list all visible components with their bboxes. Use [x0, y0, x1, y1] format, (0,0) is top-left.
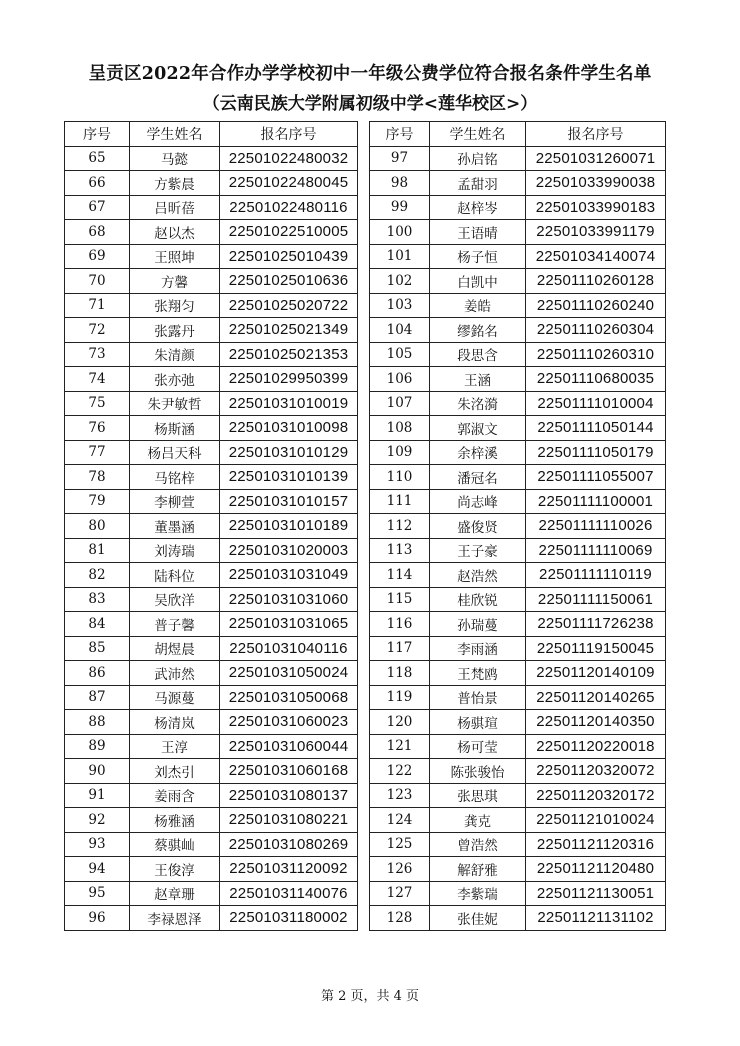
row-seq-cell: 88: [65, 710, 130, 735]
table-row: [370, 244, 666, 269]
table-row: [370, 636, 666, 661]
table-row: [370, 440, 666, 465]
row-name-cell: 吴欣洋: [130, 587, 220, 612]
row-name-cell: 杨子恒: [430, 244, 526, 269]
table-row: [370, 563, 666, 588]
row-reg-cell: 22501031010019: [220, 391, 358, 416]
row-reg-cell: 22501111110069: [526, 538, 666, 563]
row-seq-cell: 101: [370, 244, 430, 269]
row-seq-cell: 109: [370, 440, 430, 465]
row-seq-cell: 121: [370, 734, 430, 759]
row-reg-cell: 22501031031065: [220, 612, 358, 637]
table-row: [370, 342, 666, 367]
row-seq-cell: 117: [370, 636, 430, 661]
row-name-cell: 杨清岚: [130, 710, 220, 735]
row-seq-cell: 73: [65, 342, 130, 367]
table-row: [65, 857, 358, 882]
row-reg-cell: 22501022480116: [220, 195, 358, 220]
table-header-row: [65, 122, 358, 147]
row-reg-cell: 22501031010098: [220, 416, 358, 441]
row-name-cell: 孟甜羽: [430, 171, 526, 196]
row-reg-cell: 22501111150061: [526, 587, 666, 612]
table-row: [65, 220, 358, 245]
row-seq-cell: 87: [65, 685, 130, 710]
row-name-cell: 杨吕天科: [130, 440, 220, 465]
row-seq-cell: 112: [370, 514, 430, 539]
row-name-cell: 赵章珊: [130, 881, 220, 906]
row-seq-cell: 115: [370, 587, 430, 612]
row-seq-cell: 123: [370, 783, 430, 808]
row-seq-cell: 71: [65, 293, 130, 318]
row-seq-cell: 68: [65, 220, 130, 245]
table-row: [65, 808, 358, 833]
row-name-cell: 桂欣锐: [430, 587, 526, 612]
row-seq-cell: 116: [370, 612, 430, 637]
row-name-cell: 方紫晨: [130, 171, 220, 196]
row-name-cell: 龚克: [430, 808, 526, 833]
row-name-cell: 段思含: [430, 342, 526, 367]
table-row: [370, 587, 666, 612]
row-seq-cell: 126: [370, 857, 430, 882]
row-reg-cell: 22501025010636: [220, 269, 358, 294]
row-seq-cell: 118: [370, 661, 430, 686]
row-reg-cell: 22501033990038: [526, 171, 666, 196]
table-row: [65, 318, 358, 343]
row-seq-cell: 84: [65, 612, 130, 637]
row-seq-cell: 114: [370, 563, 430, 588]
table-row: [370, 195, 666, 220]
row-name-cell: 张翔匀: [130, 293, 220, 318]
row-seq-cell: 110: [370, 465, 430, 490]
row-seq-cell: 113: [370, 538, 430, 563]
row-name-cell: 张露丹: [130, 318, 220, 343]
row-reg-cell: 22501031040116: [220, 636, 358, 661]
row-reg-cell: 22501031180002: [220, 906, 358, 931]
table-row: [65, 171, 358, 196]
table-row: [65, 563, 358, 588]
row-name-cell: 曾浩然: [430, 832, 526, 857]
table-row: [65, 465, 358, 490]
row-reg-cell: 22501031080221: [220, 808, 358, 833]
row-seq-cell: 74: [65, 367, 130, 392]
row-reg-cell: 22501110680035: [526, 367, 666, 392]
table-row: [370, 832, 666, 857]
row-seq-cell: 124: [370, 808, 430, 833]
table-row: [370, 293, 666, 318]
row-seq-cell: 93: [65, 832, 130, 857]
row-seq-cell: 102: [370, 269, 430, 294]
row-seq-cell: 75: [65, 391, 130, 416]
page-subtitle: （云南民族大学附属初级中学<莲华校区>）: [202, 94, 538, 114]
row-reg-cell: 22501110260310: [526, 342, 666, 367]
row-reg-cell: 22501111110026: [526, 514, 666, 539]
row-reg-cell: 22501111726238: [526, 612, 666, 637]
table-row: [65, 416, 358, 441]
row-seq-cell: 91: [65, 783, 130, 808]
table-row: [370, 171, 666, 196]
row-name-cell: 王涵: [430, 367, 526, 392]
row-seq-cell: 104: [370, 318, 430, 343]
row-name-cell: 李柳萱: [130, 489, 220, 514]
row-reg-cell: 22501121130051: [526, 881, 666, 906]
table-row: [370, 220, 666, 245]
row-reg-cell: 22501121120480: [526, 857, 666, 882]
row-name-cell: 王梵鸥: [430, 661, 526, 686]
row-seq-cell: 95: [65, 881, 130, 906]
row-reg-cell: 22501119150045: [526, 636, 666, 661]
row-reg-cell: 22501031050024: [220, 661, 358, 686]
row-name-cell: 王俊淳: [130, 857, 220, 882]
row-name-cell: 盛俊贤: [430, 514, 526, 539]
column-header-seq: 序号: [370, 122, 430, 147]
row-reg-cell: 22501025021353: [220, 342, 358, 367]
table-row: [370, 734, 666, 759]
row-name-cell: 陈张骏怡: [430, 759, 526, 784]
row-seq-cell: 90: [65, 759, 130, 784]
student-table-left: [64, 121, 358, 931]
row-name-cell: 姜雨含: [130, 783, 220, 808]
table-row: [65, 734, 358, 759]
row-name-cell: 王语晴: [430, 220, 526, 245]
table-row: [370, 661, 666, 686]
row-seq-cell: 70: [65, 269, 130, 294]
row-name-cell: 赵梓岑: [430, 195, 526, 220]
table-row: [65, 514, 358, 539]
table-row: [65, 146, 358, 171]
row-reg-cell: 22501022510005: [220, 220, 358, 245]
row-name-cell: 董墨涵: [130, 514, 220, 539]
row-reg-cell: 22501111055007: [526, 465, 666, 490]
row-reg-cell: 22501120140265: [526, 685, 666, 710]
row-seq-cell: 82: [65, 563, 130, 588]
row-name-cell: 姜皓: [430, 293, 526, 318]
table-row: [370, 146, 666, 171]
row-name-cell: 赵浩然: [430, 563, 526, 588]
student-table-right: [369, 121, 666, 931]
table-row: [65, 538, 358, 563]
row-seq-cell: 99: [370, 195, 430, 220]
table-row: [370, 759, 666, 784]
row-reg-cell: 22501022480032: [220, 146, 358, 171]
row-seq-cell: 83: [65, 587, 130, 612]
table-row: [370, 318, 666, 343]
row-name-cell: 杨斯涵: [130, 416, 220, 441]
row-name-cell: 郭淑文: [430, 416, 526, 441]
row-seq-cell: 65: [65, 146, 130, 171]
row-name-cell: 王照坤: [130, 244, 220, 269]
table-row: [65, 661, 358, 686]
row-name-cell: 张佳妮: [430, 906, 526, 931]
table-header-row: [370, 122, 666, 147]
row-reg-cell: 22501033990183: [526, 195, 666, 220]
row-reg-cell: 22501025020722: [220, 293, 358, 318]
row-reg-cell: 22501111100001: [526, 489, 666, 514]
table-row: [65, 293, 358, 318]
row-reg-cell: 22501022480045: [220, 171, 358, 196]
row-seq-cell: 111: [370, 489, 430, 514]
row-seq-cell: 86: [65, 661, 130, 686]
row-reg-cell: 22501031260071: [526, 146, 666, 171]
table-row: [65, 244, 358, 269]
row-reg-cell: 22501025010439: [220, 244, 358, 269]
table-row: [65, 832, 358, 857]
column-header-name: 学生姓名: [430, 122, 526, 147]
row-reg-cell: 22501031060023: [220, 710, 358, 735]
row-seq-cell: 128: [370, 906, 430, 931]
row-reg-cell: 22501111050144: [526, 416, 666, 441]
row-reg-cell: 22501120140350: [526, 710, 666, 735]
row-reg-cell: 22501120220018: [526, 734, 666, 759]
row-name-cell: 刘杰引: [130, 759, 220, 784]
row-reg-cell: 22501031031049: [220, 563, 358, 588]
row-reg-cell: 22501120320072: [526, 759, 666, 784]
row-name-cell: 马源蔓: [130, 685, 220, 710]
table-row: [65, 710, 358, 735]
table-row: [65, 391, 358, 416]
row-seq-cell: 122: [370, 759, 430, 784]
row-seq-cell: 85: [65, 636, 130, 661]
column-header-name: 学生姓名: [130, 122, 220, 147]
table-row: [370, 269, 666, 294]
row-seq-cell: 94: [65, 857, 130, 882]
row-name-cell: 潘冠名: [430, 465, 526, 490]
row-reg-cell: 22501110260240: [526, 293, 666, 318]
row-reg-cell: 22501031080269: [220, 832, 358, 857]
table-row: [370, 612, 666, 637]
row-name-cell: 朱清颜: [130, 342, 220, 367]
row-seq-cell: 77: [65, 440, 130, 465]
row-reg-cell: 22501029950399: [220, 367, 358, 392]
row-seq-cell: 106: [370, 367, 430, 392]
row-seq-cell: 105: [370, 342, 430, 367]
row-name-cell: 杨骐瑄: [430, 710, 526, 735]
row-name-cell: 李紫瑞: [430, 881, 526, 906]
row-seq-cell: 81: [65, 538, 130, 563]
row-name-cell: 张亦弛: [130, 367, 220, 392]
row-reg-cell: 22501031120092: [220, 857, 358, 882]
table-row: [370, 367, 666, 392]
row-name-cell: 张思琪: [430, 783, 526, 808]
column-header-reg: 报名序号: [526, 122, 666, 147]
row-name-cell: 王子豪: [430, 538, 526, 563]
table-row: [370, 391, 666, 416]
row-reg-cell: 22501120320172: [526, 783, 666, 808]
row-name-cell: 余梓溪: [430, 440, 526, 465]
column-header-reg: 报名序号: [220, 122, 358, 147]
row-seq-cell: 72: [65, 318, 130, 343]
row-seq-cell: 100: [370, 220, 430, 245]
row-seq-cell: 80: [65, 514, 130, 539]
row-reg-cell: 22501111010004: [526, 391, 666, 416]
row-reg-cell: 22501031010189: [220, 514, 358, 539]
row-reg-cell: 22501111110119: [526, 563, 666, 588]
row-seq-cell: 108: [370, 416, 430, 441]
row-name-cell: 马铭梓: [130, 465, 220, 490]
row-reg-cell: 22501031020003: [220, 538, 358, 563]
table-row: [65, 612, 358, 637]
row-seq-cell: 119: [370, 685, 430, 710]
row-seq-cell: 103: [370, 293, 430, 318]
table-row: [65, 367, 358, 392]
row-seq-cell: 69: [65, 244, 130, 269]
row-reg-cell: 22501033991179: [526, 220, 666, 245]
table-row: [65, 195, 358, 220]
row-name-cell: 普子馨: [130, 612, 220, 637]
row-seq-cell: 76: [65, 416, 130, 441]
row-name-cell: 朱尹敏哲: [130, 391, 220, 416]
row-reg-cell: 22501121010024: [526, 808, 666, 833]
row-seq-cell: 127: [370, 881, 430, 906]
table-row: [65, 440, 358, 465]
table-row: [370, 465, 666, 490]
table-row: [370, 710, 666, 735]
row-name-cell: 李雨涵: [430, 636, 526, 661]
table-row: [65, 906, 358, 931]
row-reg-cell: 22501031050068: [220, 685, 358, 710]
row-name-cell: 王淳: [130, 734, 220, 759]
row-reg-cell: 22501031140076: [220, 881, 358, 906]
row-seq-cell: 78: [65, 465, 130, 490]
row-name-cell: 刘涛瑞: [130, 538, 220, 563]
row-reg-cell: 22501025021349: [220, 318, 358, 343]
table-row: [370, 857, 666, 882]
row-name-cell: 解舒雅: [430, 857, 526, 882]
table-row: [370, 514, 666, 539]
row-seq-cell: 125: [370, 832, 430, 857]
row-reg-cell: 22501034140074: [526, 244, 666, 269]
row-seq-cell: 92: [65, 808, 130, 833]
row-reg-cell: 22501121120316: [526, 832, 666, 857]
row-name-cell: 杨雅涵: [130, 808, 220, 833]
table-row: [65, 783, 358, 808]
page-footer: 第 2 页，共 4 页: [320, 989, 420, 1004]
row-reg-cell: 22501031080137: [220, 783, 358, 808]
table-row: [65, 636, 358, 661]
row-seq-cell: 67: [65, 195, 130, 220]
row-reg-cell: 22501121131102: [526, 906, 666, 931]
column-header-seq: 序号: [65, 122, 130, 147]
table-row: [370, 808, 666, 833]
row-name-cell: 吕昕蓓: [130, 195, 220, 220]
row-reg-cell: 22501120140109: [526, 661, 666, 686]
row-name-cell: 杨可莹: [430, 734, 526, 759]
row-name-cell: 武沛然: [130, 661, 220, 686]
table-row: [370, 881, 666, 906]
row-seq-cell: 79: [65, 489, 130, 514]
row-reg-cell: 22501031060168: [220, 759, 358, 784]
row-seq-cell: 89: [65, 734, 130, 759]
row-name-cell: 缪銘名: [430, 318, 526, 343]
row-seq-cell: 97: [370, 146, 430, 171]
table-row: [370, 538, 666, 563]
table-row: [65, 759, 358, 784]
table-row: [65, 881, 358, 906]
row-reg-cell: 22501110260128: [526, 269, 666, 294]
row-name-cell: 赵以杰: [130, 220, 220, 245]
row-reg-cell: 22501031010139: [220, 465, 358, 490]
row-seq-cell: 98: [370, 171, 430, 196]
row-name-cell: 李禄恩泽: [130, 906, 220, 931]
row-name-cell: 马懿: [130, 146, 220, 171]
row-reg-cell: 22501031060044: [220, 734, 358, 759]
row-name-cell: 普怡景: [430, 685, 526, 710]
table-row: [370, 783, 666, 808]
table-row: [370, 416, 666, 441]
row-name-cell: 蔡骐屾: [130, 832, 220, 857]
page-title: 呈贡区2022年合作办学学校初中一年级公费学位符合报名条件学生名单: [88, 64, 652, 84]
row-seq-cell: 120: [370, 710, 430, 735]
row-name-cell: 尚志峰: [430, 489, 526, 514]
row-name-cell: 孙瑞蔓: [430, 612, 526, 637]
table-row: [65, 587, 358, 612]
row-reg-cell: 22501031010129: [220, 440, 358, 465]
table-row: [370, 906, 666, 931]
table-row: [65, 342, 358, 367]
row-reg-cell: 22501031031060: [220, 587, 358, 612]
row-name-cell: 陆科位: [130, 563, 220, 588]
table-row: [65, 269, 358, 294]
row-name-cell: 胡煜晨: [130, 636, 220, 661]
row-name-cell: 白凯中: [430, 269, 526, 294]
table-row: [370, 685, 666, 710]
table-row: [65, 685, 358, 710]
row-reg-cell: 22501111050179: [526, 440, 666, 465]
row-seq-cell: 107: [370, 391, 430, 416]
row-reg-cell: 22501031010157: [220, 489, 358, 514]
table-row: [65, 489, 358, 514]
row-name-cell: 孙启铭: [430, 146, 526, 171]
row-seq-cell: 96: [65, 906, 130, 931]
row-name-cell: 朱洺漪: [430, 391, 526, 416]
row-seq-cell: 66: [65, 171, 130, 196]
row-reg-cell: 22501110260304: [526, 318, 666, 343]
table-row: [370, 489, 666, 514]
row-name-cell: 方馨: [130, 269, 220, 294]
